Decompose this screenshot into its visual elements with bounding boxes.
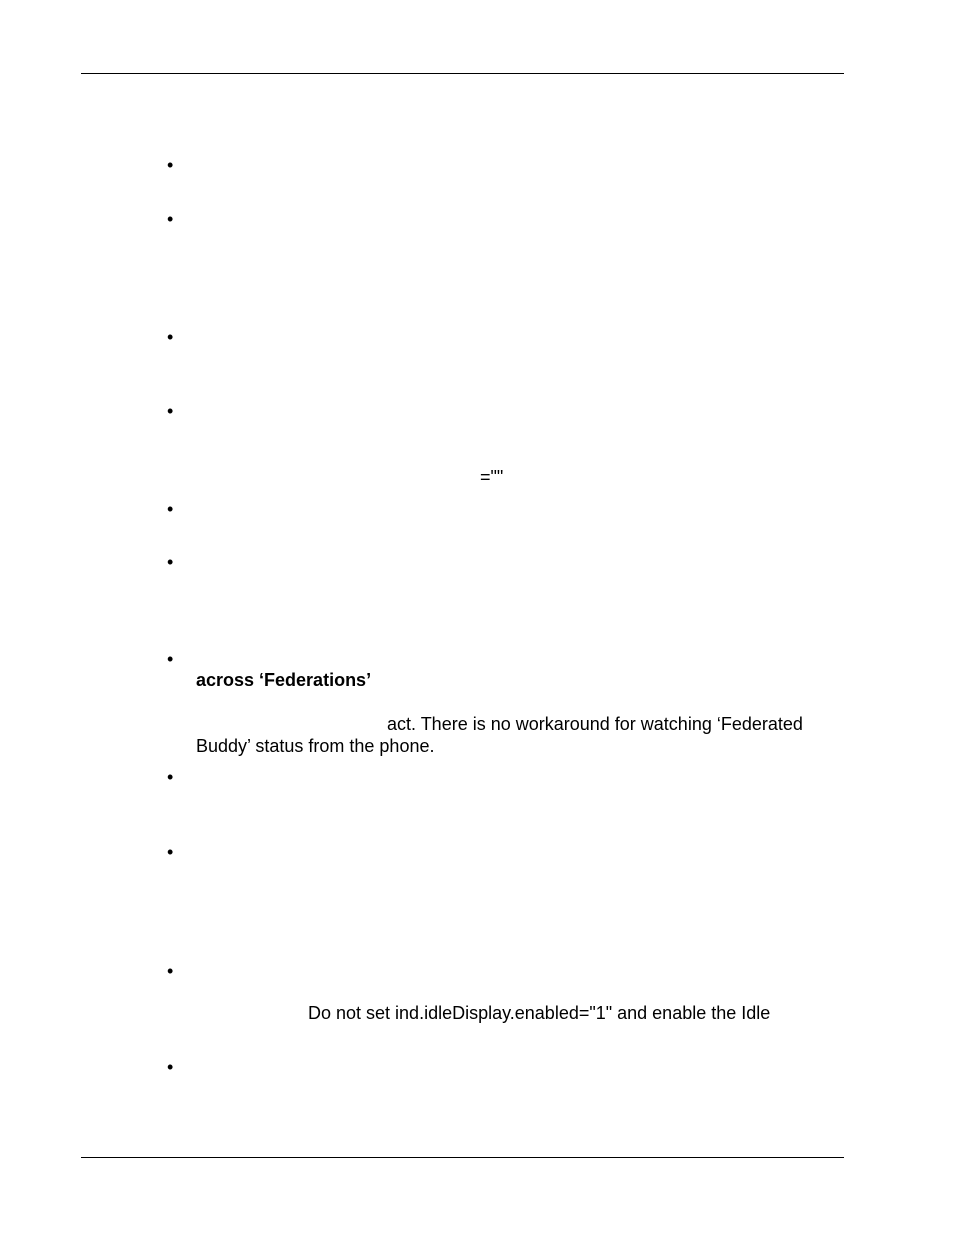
list-bullet: • <box>167 649 174 669</box>
list-bullet: • <box>167 1057 174 1077</box>
list-bullet: • <box>167 499 174 519</box>
header-rule <box>81 73 844 74</box>
footer-rule <box>81 1157 844 1158</box>
list-bullet: • <box>167 767 174 787</box>
idle-display-note: Do not set ind.idleDisplay.enabled="1" and enable the Idle <box>308 1003 771 1023</box>
list-bullet: • <box>167 552 174 572</box>
federated-text-line-2: Buddy’ status from the phone. <box>196 736 435 756</box>
list-bullet: • <box>167 842 174 862</box>
federations-heading: across ‘Federations’ <box>196 670 372 690</box>
list-bullet: • <box>167 209 174 229</box>
list-bullet: • <box>167 401 174 421</box>
list-bullet: • <box>167 327 174 347</box>
empty-quotes-fragment: ="" <box>480 467 504 487</box>
federated-text-line-1: act. There is no workaround for watching ‘Federated <box>387 714 803 734</box>
list-bullet: • <box>167 155 174 175</box>
list-bullet: • <box>167 961 174 981</box>
